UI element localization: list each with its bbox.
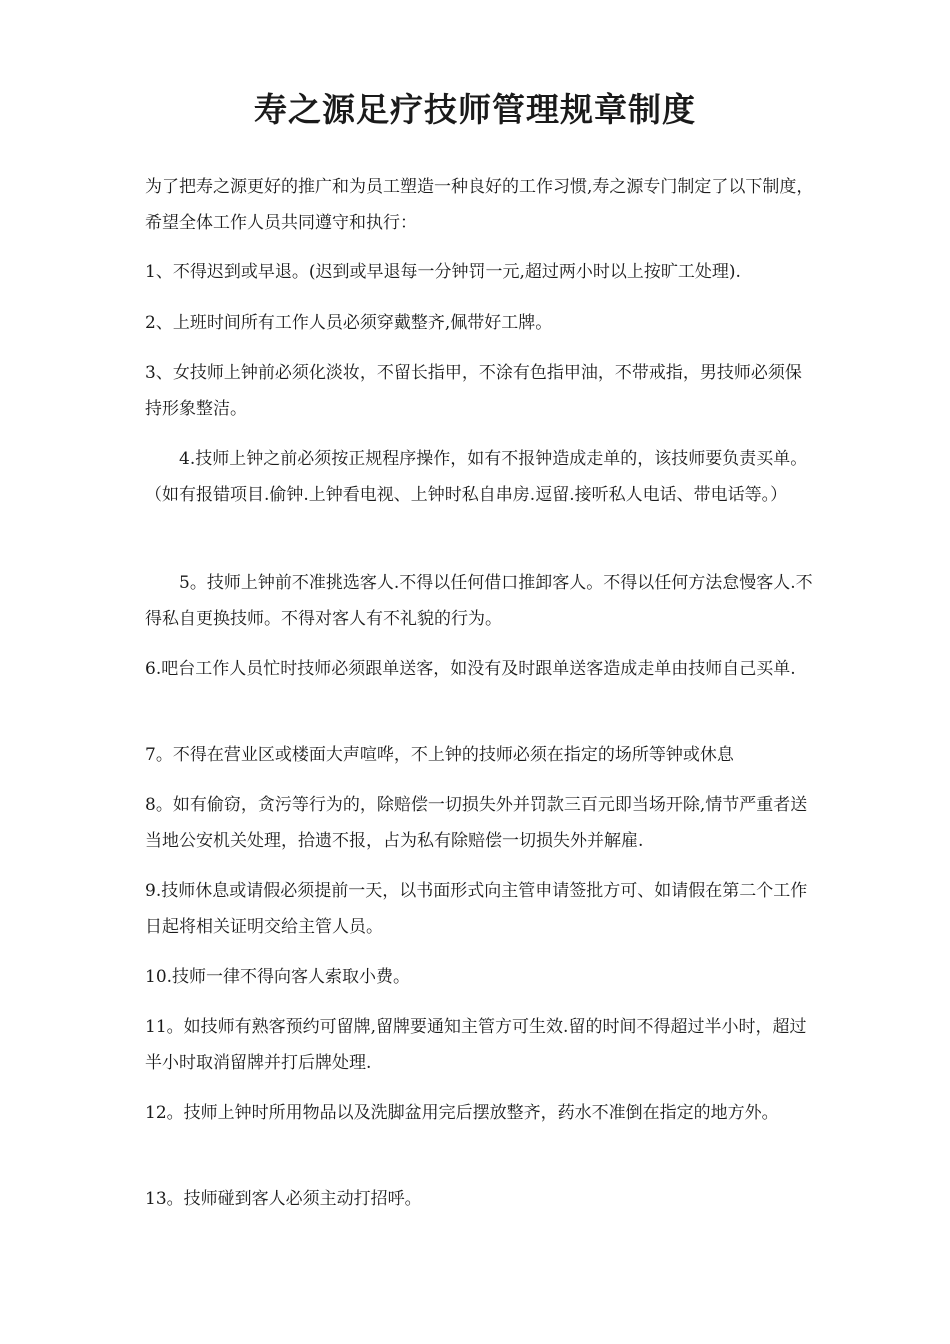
rule-item: 5。技师上钟前不准挑选客人.不得以任何借口推卸客人。不得以任何方法怠慢客人.不得私自更换技师。不得对客人有不礼貌的行为。: [145, 573, 813, 629]
rule-item: 9.技师休息或请假必须提前一天，以书面形式向主管申请签批方可、如请假在第二个工作日起将相关证明交给主管人员。: [145, 881, 808, 937]
intro-paragraph: 为了把寿之源更好的推广和为员工塑造一种良好的工作习惯,寿之源专门制定了以下制度，希望全体工作人员共同遵守和执行：: [145, 177, 814, 233]
rule-item: 12。技师上钟时所用物品以及洗脚盆用完后摆放整齐，药水不准倒在指定的地方外。: [145, 1103, 779, 1123]
rule-item: 11。如技师有熟客预约可留牌,留牌要通知主管方可生效.留的时间不得超过半小时，超过半小时取消留牌并打后牌处理.: [145, 1017, 807, 1073]
rule-item: 7。不得在营业区或楼面大声喧哗，不上钟的技师必须在指定的场所等钟或休息: [145, 745, 734, 765]
rule-item: 13。技师碰到客人必须主动打招呼。: [145, 1189, 422, 1209]
rule-item: 2、上班时间所有工作人员必须穿戴整齐,佩带好工牌。: [145, 313, 553, 333]
rule-item: 3、女技师上钟前必须化淡妆，不留长指甲，不涂有色指甲油，不带戒指，男技师必须保持形象整洁。: [145, 363, 802, 419]
rule-item: 6.吧台工作人员忙时技师必须跟单送客，如没有及时跟单送客造成走单由技师自己买单.: [145, 659, 796, 679]
rule-item: 8。如有偷窃，贪污等行为的，除赔偿一切损失外并罚款三百元即当场开除,情节严重者送当地公安机关处理，拾遗不报，占为私有除赔偿一切损失外并解雇.: [145, 795, 808, 851]
rule-item: 4.技师上钟之前必须按正规程序操作，如有不报钟造成走单的，该技师要负责买单。（如有报错项目.偷钟.上钟看电视、上钟时私自串房.逗留.接听私人电话、带电话等。）: [145, 449, 808, 505]
rule-item: 10.技师一律不得向客人索取小费。: [145, 967, 411, 987]
document-title: 寿之源足疗技师管理规章制度: [254, 90, 696, 129]
rule-item: 1、不得迟到或早退。(迟到或早退每一分钟罚一元,超过两小时以上按旷工处理).: [145, 262, 741, 282]
